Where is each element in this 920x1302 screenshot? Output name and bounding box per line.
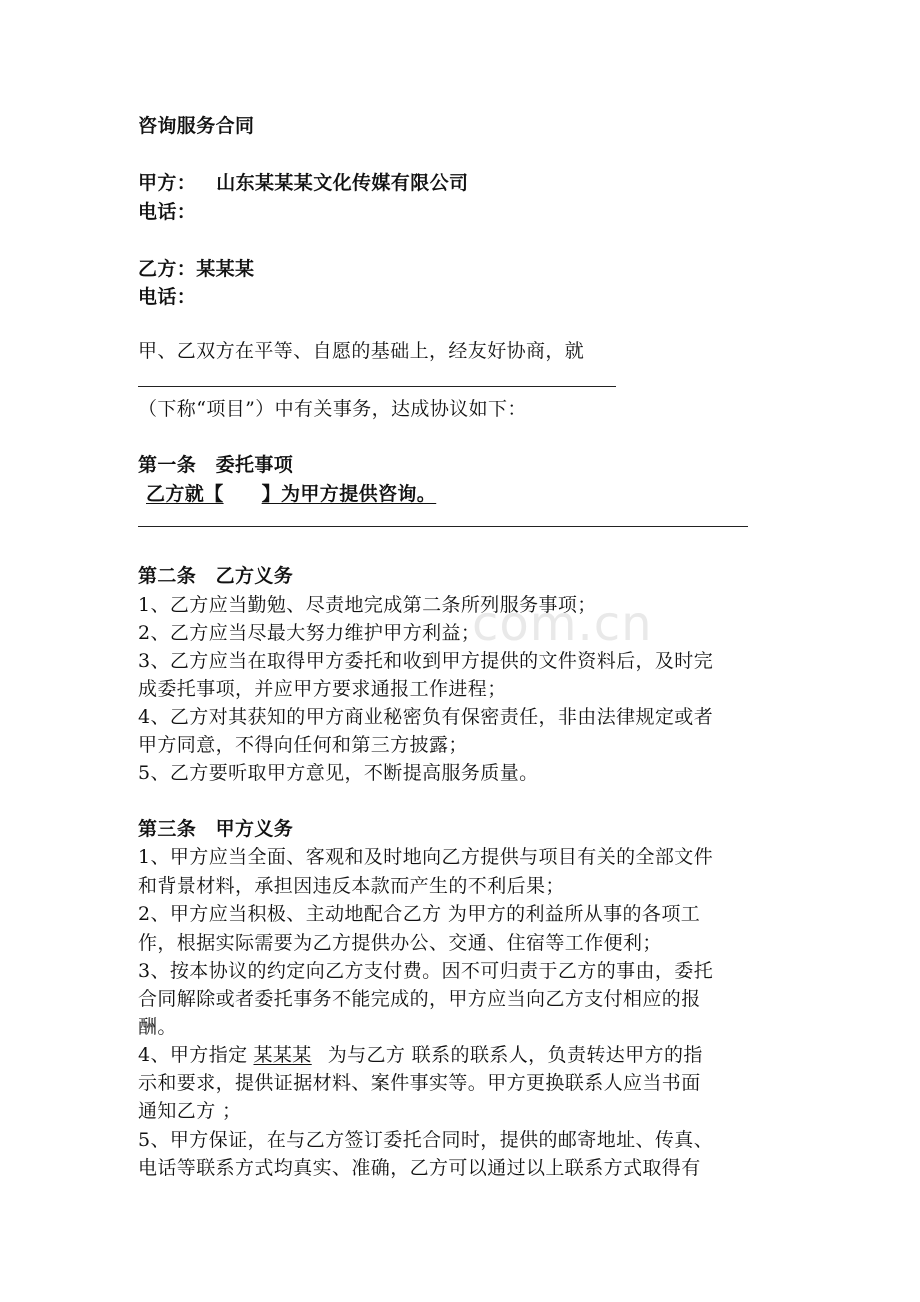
project-name-blank bbox=[138, 386, 616, 387]
party-a-label: 甲方： bbox=[138, 172, 197, 194]
article-1-text-suffix: 】为甲方提供咨询。 bbox=[261, 483, 437, 505]
article-3-line: 和背景材料，承担因违反本款而产生的不利后果； bbox=[138, 875, 565, 897]
article-2-line: 3、乙方应当在取得甲方委托和收到甲方提供的文件资料后，及时完 bbox=[138, 650, 714, 672]
article-2-line: 甲方同意，不得向任何和第三方披露； bbox=[138, 734, 468, 756]
article-2-line: 4、乙方对其获知的甲方商业秘密负有保密责任，非由法律规定或者 bbox=[138, 706, 714, 728]
party-b-name: 某某某 bbox=[196, 258, 255, 280]
party-b-line bbox=[138, 255, 254, 284]
article-2-line: 5、乙方要听取甲方意见，不断提高服务质量。 bbox=[138, 762, 539, 784]
article-3-item-4 bbox=[138, 1041, 703, 1070]
article-1-text-prefix: 乙方就【 bbox=[146, 483, 224, 505]
party-a-line bbox=[138, 169, 468, 198]
party-a-name: 山东某某某文化传媒有限公司 bbox=[216, 172, 469, 194]
article-3-line: 酬。 bbox=[138, 1016, 177, 1038]
party-b-label: 乙方： bbox=[138, 258, 197, 280]
article-2-heading: 第二条 乙方义务 bbox=[138, 565, 294, 587]
article-3-line: 电话等联系方式均真实、准确，乙方可以通过以上联系方式取得有 bbox=[138, 1157, 701, 1179]
article-3-heading: 第三条 甲方义务 bbox=[138, 818, 294, 840]
article-3-line: 3、按本协议的约定向乙方支付费。因不可归责于乙方的事由，委托 bbox=[138, 960, 714, 982]
intro-line-2: （下称“项目”）中有关事务，达成协议如下： bbox=[138, 398, 527, 420]
article-3-line: 作，根据实际需要为乙方提供办公、交通、住宿等工作便利； bbox=[138, 932, 662, 954]
item-4-contact: 某某某 bbox=[253, 1044, 312, 1066]
article-3-line: 合同解除或者委托事务不能完成的，甲方应当向乙方支付相应的报 bbox=[138, 988, 701, 1010]
article-1-heading: 第一条 委托事项 bbox=[138, 454, 294, 476]
article-1-blank-line bbox=[138, 526, 748, 527]
article-3-line: 1、甲方应当全面、客观和及时地向乙方提供与项目有关的全部文件 bbox=[138, 846, 714, 868]
item-4-prefix: 4、甲方指定 bbox=[138, 1044, 248, 1066]
party-b-phone: 电话： bbox=[138, 286, 197, 308]
article-1-text bbox=[146, 480, 436, 509]
party-a-phone: 电话： bbox=[138, 201, 197, 223]
intro-line-1: 甲、乙双方在平等、自愿的基础上，经友好协商，就 bbox=[138, 340, 585, 362]
watermark: com.cn bbox=[472, 596, 653, 652]
document-title: 咨询服务合同 bbox=[138, 115, 255, 137]
article-3-line: 示和要求，提供证据材料、案件事实等。甲方更换联系人应当书面 bbox=[138, 1072, 701, 1094]
item-4-suffix: 为与乙方 联系的联系人，负责转达甲方的指 bbox=[327, 1044, 703, 1066]
article-2-line: 2、乙方应当尽最大努力维护甲方利益； bbox=[138, 622, 481, 644]
article-3-line: 5、甲方保证，在与乙方签订委托合同时，提供的邮寄地址、传真、 bbox=[138, 1129, 714, 1151]
article-2-line: 成委托事项，并应甲方要求通报工作进程； bbox=[138, 678, 507, 700]
article-2-line: 1、乙方应当勤勉、尽责地完成第二条所列服务事项； bbox=[138, 594, 597, 616]
article-3-line: 通知乙方 ； bbox=[138, 1100, 242, 1122]
article-3-line: 2、甲方应当积极、主动地配合乙方 为甲方的利益所从事的各项工 bbox=[138, 903, 701, 925]
